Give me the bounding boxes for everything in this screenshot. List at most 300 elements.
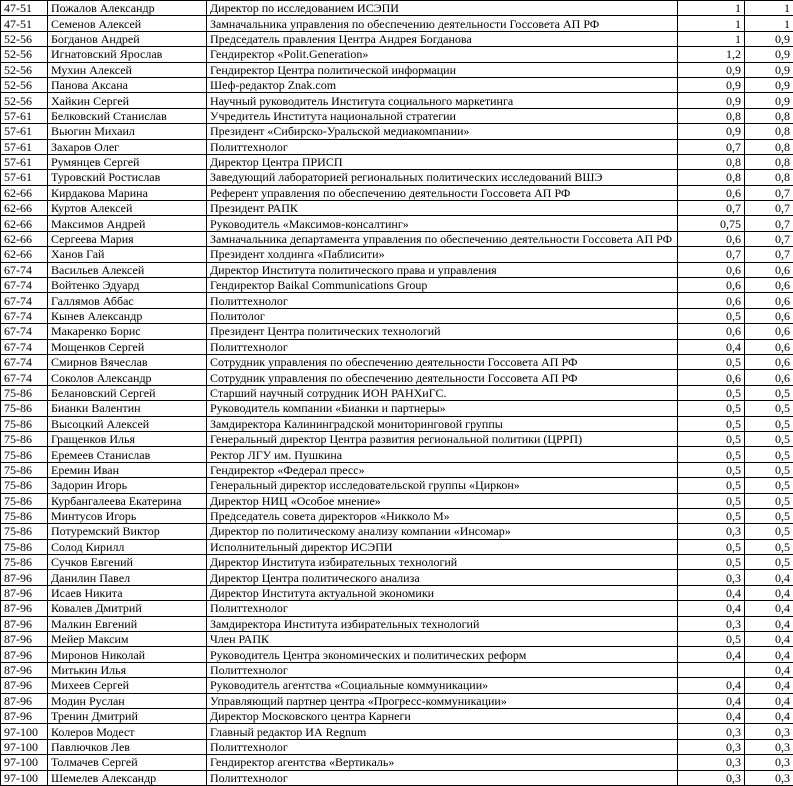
name-cell: Гращенков Илья [48, 431, 207, 446]
name-cell: Кынев Александр [48, 308, 207, 323]
rank-cell: 87-96 [1, 632, 48, 647]
score-previous-cell: 0,4 [678, 708, 745, 723]
name-cell: Галлямов Аббас [48, 293, 207, 308]
rank-cell: 87-96 [1, 647, 48, 662]
table-row [1, 493, 793, 508]
rank-cell: 47-51 [1, 1, 48, 16]
score-current-cell: 0,8 [745, 108, 793, 123]
rank-cell: 62-66 [1, 201, 48, 216]
role-cell: Политтехнолог [207, 601, 678, 616]
role-cell: Исполнительный директор ИСЭПИ [207, 539, 678, 554]
table-row [1, 662, 793, 677]
table-row [1, 370, 793, 385]
score-current-cell: 0,4 [745, 708, 793, 723]
name-cell: Потуремский Виктор [48, 524, 207, 539]
table-row [1, 77, 793, 92]
score-current-cell: 0,7 [745, 201, 793, 216]
score-previous-cell: 0,6 [678, 185, 745, 200]
score-previous-cell: 0,4 [678, 678, 745, 693]
rank-cell: 75-86 [1, 555, 48, 570]
score-current-cell: 0,5 [745, 385, 793, 400]
name-cell: Павлючков Лев [48, 739, 207, 754]
role-cell: Директор Института актуальной экономики [207, 585, 678, 600]
score-previous-cell: 0,3 [678, 524, 745, 539]
score-current-cell: 0,5 [745, 524, 793, 539]
rank-cell: 57-61 [1, 170, 48, 185]
rank-cell: 67-74 [1, 370, 48, 385]
score-current-cell: 0,7 [745, 185, 793, 200]
score-previous-cell: 0,4 [678, 585, 745, 600]
table-row [1, 585, 793, 600]
score-previous-cell: 0,7 [678, 247, 745, 262]
score-previous-cell: 0,6 [678, 293, 745, 308]
score-previous-cell: 0,5 [678, 478, 745, 493]
rank-cell: 75-86 [1, 524, 48, 539]
score-current-cell: 0,6 [745, 354, 793, 369]
score-current-cell: 0,4 [745, 647, 793, 662]
name-cell: Богданов Андрей [48, 31, 207, 46]
rank-cell: 57-61 [1, 139, 48, 154]
name-cell: Мейер Максим [48, 632, 207, 647]
role-cell: Директор Института избирательных технологий [207, 555, 678, 570]
score-current-cell: 0,4 [745, 601, 793, 616]
rank-cell: 67-74 [1, 262, 48, 277]
table-row [1, 185, 793, 200]
score-current-cell: 1 [745, 1, 793, 16]
score-current-cell: 0,3 [745, 739, 793, 754]
name-cell: Захаров Олег [48, 139, 207, 154]
table-row [1, 16, 793, 31]
score-current-cell: 0,4 [745, 678, 793, 693]
score-current-cell: 0,5 [745, 539, 793, 554]
score-current-cell: 0,3 [745, 755, 793, 770]
score-current-cell: 0,6 [745, 293, 793, 308]
rank-cell: 52-56 [1, 47, 48, 62]
score-previous-cell: 0,8 [678, 170, 745, 185]
role-cell: Политолог [207, 308, 678, 323]
table-row [1, 47, 793, 62]
score-previous-cell: 0,6 [678, 278, 745, 293]
table-row [1, 31, 793, 46]
table-row [1, 247, 793, 262]
rank-cell: 75-86 [1, 416, 48, 431]
score-previous-cell: 0,5 [678, 416, 745, 431]
name-cell: Белковский Станислав [48, 108, 207, 123]
score-previous-cell: 0,5 [678, 555, 745, 570]
rank-cell: 67-74 [1, 278, 48, 293]
table-row [1, 739, 793, 754]
name-cell: Данилин Павел [48, 570, 207, 585]
score-current-cell: 0,7 [745, 231, 793, 246]
name-cell: Туровский Ростислав [48, 170, 207, 185]
name-cell: Куртов Алексей [48, 201, 207, 216]
role-cell: Сотрудник управления по обеспечению деятельности Госсовета АП РФ [207, 370, 678, 385]
role-cell: Старший научный сотрудник ИОН РАНХиГС. [207, 385, 678, 400]
name-cell: Семенов Алексей [48, 16, 207, 31]
role-cell: Политтехнолог [207, 139, 678, 154]
score-previous-cell: 1 [678, 1, 745, 16]
role-cell: Гендиректор «Федерал пресс» [207, 462, 678, 477]
score-previous-cell: 0,5 [678, 354, 745, 369]
table-row [1, 416, 793, 431]
role-cell: Руководитель Центра экономических и политических реформ [207, 647, 678, 662]
rank-cell: 67-74 [1, 354, 48, 369]
role-cell: Директор по политическому анализу компании «Инсомар» [207, 524, 678, 539]
table-row [1, 647, 793, 662]
table-row [1, 93, 793, 108]
role-cell: Директор Института политического права и управления [207, 262, 678, 277]
rank-cell: 97-100 [1, 724, 48, 739]
score-current-cell: 0,8 [745, 154, 793, 169]
score-previous-cell [678, 662, 745, 677]
score-current-cell: 0,5 [745, 447, 793, 462]
name-cell: Митькин Илья [48, 662, 207, 677]
score-previous-cell: 0,7 [678, 201, 745, 216]
name-cell: Шемелев Александр [48, 770, 207, 785]
name-cell: Тренин Дмитрий [48, 708, 207, 723]
role-cell: Директор Центра ПРИСП [207, 154, 678, 169]
score-previous-cell: 0,5 [678, 462, 745, 477]
rank-cell: 97-100 [1, 739, 48, 754]
score-current-cell: 0,9 [745, 93, 793, 108]
score-previous-cell: 1 [678, 16, 745, 31]
score-current-cell: 0,4 [745, 570, 793, 585]
name-cell: Сучков Евгений [48, 555, 207, 570]
rank-cell: 62-66 [1, 247, 48, 262]
rank-cell: 67-74 [1, 293, 48, 308]
rank-cell: 87-96 [1, 693, 48, 708]
name-cell: Малкин Евгений [48, 616, 207, 631]
role-cell: Главный редактор ИА Regnum [207, 724, 678, 739]
table-row [1, 1, 793, 16]
rank-cell: 75-86 [1, 508, 48, 523]
role-cell: Политтехнолог [207, 293, 678, 308]
table-row [1, 231, 793, 246]
score-previous-cell: 0,5 [678, 401, 745, 416]
score-current-cell: 0,7 [745, 247, 793, 262]
rank-cell: 62-66 [1, 185, 48, 200]
score-current-cell: 1 [745, 16, 793, 31]
rank-cell: 75-86 [1, 431, 48, 446]
table-row [1, 154, 793, 169]
name-cell: Минтусов Игорь [48, 508, 207, 523]
score-previous-cell: 0,4 [678, 647, 745, 662]
rank-cell: 87-96 [1, 570, 48, 585]
role-cell: Сотрудник управления по обеспечению деятельности Госсовета АП РФ [207, 354, 678, 369]
table-row [1, 401, 793, 416]
role-cell: Учредитель Института национальной стратегии [207, 108, 678, 123]
table-row [1, 216, 793, 231]
table-row [1, 755, 793, 770]
name-cell: Белановский Сергей [48, 385, 207, 400]
score-previous-cell: 0,9 [678, 62, 745, 77]
name-cell: Еремеев Станислав [48, 447, 207, 462]
name-cell: Сергеева Мария [48, 231, 207, 246]
role-cell: Председатель совета директоров «Никколо М» [207, 508, 678, 523]
rank-cell: 57-61 [1, 154, 48, 169]
score-previous-cell: 0,5 [678, 632, 745, 647]
role-cell: Управляющий партнер центра «Прогресс-коммуникации» [207, 693, 678, 708]
score-previous-cell: 0,3 [678, 755, 745, 770]
table-row [1, 708, 793, 723]
table-row [1, 570, 793, 585]
score-previous-cell: 0,75 [678, 216, 745, 231]
table-row [1, 508, 793, 523]
score-previous-cell: 0,5 [678, 431, 745, 446]
rank-cell: 67-74 [1, 308, 48, 323]
role-cell: Политтехнолог [207, 770, 678, 785]
score-current-cell: 0,6 [745, 324, 793, 339]
rank-cell: 67-74 [1, 339, 48, 354]
role-cell: Политтехнолог [207, 339, 678, 354]
rank-cell: 62-66 [1, 216, 48, 231]
name-cell: Соколов Александр [48, 370, 207, 385]
role-cell: Замначальника управления по обеспечению деятельности Госсовета АП РФ [207, 16, 678, 31]
score-previous-cell: 0,6 [678, 262, 745, 277]
rank-cell: 97-100 [1, 755, 48, 770]
rank-cell: 62-66 [1, 231, 48, 246]
role-cell: Гендиректор агентства «Вертикаль» [207, 755, 678, 770]
table-row [1, 447, 793, 462]
role-cell: Руководитель «Максимов-консалтинг» [207, 216, 678, 231]
rank-cell: 47-51 [1, 16, 48, 31]
table-row [1, 201, 793, 216]
role-cell: Директор НИЦ «Особое мнение» [207, 493, 678, 508]
score-current-cell: 0,4 [745, 693, 793, 708]
name-cell: Толмачев Сергей [48, 755, 207, 770]
table-row [1, 478, 793, 493]
role-cell: Гендиректор «Polit.Generation» [207, 47, 678, 62]
score-current-cell: 0,5 [745, 493, 793, 508]
score-previous-cell: 1,2 [678, 47, 745, 62]
table-row [1, 616, 793, 631]
name-cell: Игнатовский Ярослав [48, 47, 207, 62]
table-row [1, 693, 793, 708]
name-cell: Хайкин Сергей [48, 93, 207, 108]
role-cell: Гендиректор Baikal Communications Group [207, 278, 678, 293]
name-cell: Высоцкий Алексей [48, 416, 207, 431]
table-row [1, 601, 793, 616]
rank-cell: 52-56 [1, 31, 48, 46]
score-previous-cell: 0,9 [678, 93, 745, 108]
rank-cell: 75-86 [1, 478, 48, 493]
role-cell: Референт управления по обеспечению деятельности Госсовета АП РФ [207, 185, 678, 200]
table-row [1, 632, 793, 647]
score-previous-cell: 0,7 [678, 139, 745, 154]
table-row [1, 108, 793, 123]
score-previous-cell: 0,6 [678, 324, 745, 339]
role-cell: Генеральный директор исследовательской группы «Циркон» [207, 478, 678, 493]
rank-cell: 75-86 [1, 493, 48, 508]
table-row [1, 431, 793, 446]
score-current-cell: 0,3 [745, 770, 793, 785]
score-previous-cell: 0,3 [678, 570, 745, 585]
score-current-cell: 0,4 [745, 662, 793, 677]
role-cell: Президент РАПК [207, 201, 678, 216]
table-row [1, 524, 793, 539]
score-current-cell: 0,8 [745, 170, 793, 185]
table-row [1, 555, 793, 570]
role-cell: Научный руководитель Института социального маркетинга [207, 93, 678, 108]
table-row [1, 278, 793, 293]
rank-cell: 87-96 [1, 662, 48, 677]
score-current-cell: 0,6 [745, 339, 793, 354]
name-cell: Задорин Игорь [48, 478, 207, 493]
name-cell: Еремин Иван [48, 462, 207, 477]
table-row [1, 339, 793, 354]
name-cell: Исаев Никита [48, 585, 207, 600]
rank-cell: 87-96 [1, 601, 48, 616]
role-cell: Директор Московского центра Карнеги [207, 708, 678, 723]
role-cell: Замначальника департамента управления по обеспечению деятельности Госсовета АП РФ [207, 231, 678, 246]
role-cell: Директор Центра политического анализа [207, 570, 678, 585]
role-cell: Член РАПК [207, 632, 678, 647]
rank-cell: 87-96 [1, 616, 48, 631]
rank-cell: 87-96 [1, 708, 48, 723]
score-previous-cell: 0,6 [678, 370, 745, 385]
score-current-cell: 0,9 [745, 77, 793, 92]
name-cell: Колеров Модест [48, 724, 207, 739]
score-current-cell: 0,6 [745, 308, 793, 323]
rank-cell: 67-74 [1, 324, 48, 339]
score-previous-cell: 0,3 [678, 616, 745, 631]
score-current-cell: 0,5 [745, 508, 793, 523]
name-cell: Солод Кирилл [48, 539, 207, 554]
role-cell: Директор по исследованием ИСЭПИ [207, 1, 678, 16]
table-row [1, 539, 793, 554]
score-previous-cell: 0,8 [678, 108, 745, 123]
role-cell: Генеральный директор Центра развития региональной политики (ЦРРП) [207, 431, 678, 446]
rank-cell: 75-86 [1, 539, 48, 554]
name-cell: Мощенков Сергей [48, 339, 207, 354]
table-row [1, 324, 793, 339]
score-previous-cell: 0,8 [678, 154, 745, 169]
role-cell: Политтехнолог [207, 739, 678, 754]
rank-cell: 97-100 [1, 770, 48, 785]
score-previous-cell: 0,3 [678, 770, 745, 785]
score-current-cell: 0,4 [745, 616, 793, 631]
table-row [1, 124, 793, 139]
score-current-cell: 0,6 [745, 278, 793, 293]
table-row [1, 170, 793, 185]
score-current-cell: 0,8 [745, 139, 793, 154]
score-current-cell: 0,6 [745, 262, 793, 277]
score-current-cell: 0,8 [745, 124, 793, 139]
role-cell: Политтехнолог [207, 662, 678, 677]
table-row [1, 308, 793, 323]
name-cell: Макаренко Борис [48, 324, 207, 339]
score-previous-cell: 0,5 [678, 308, 745, 323]
rank-cell: 87-96 [1, 585, 48, 600]
name-cell: Модин Руслан [48, 693, 207, 708]
rank-cell: 75-86 [1, 385, 48, 400]
table-row [1, 62, 793, 77]
score-previous-cell: 0,3 [678, 739, 745, 754]
name-cell: Пожалов Александр [48, 1, 207, 16]
score-previous-cell: 0,5 [678, 447, 745, 462]
score-current-cell: 0,5 [745, 555, 793, 570]
rank-cell: 57-61 [1, 108, 48, 123]
name-cell: Панова Аксана [48, 77, 207, 92]
score-current-cell: 0,9 [745, 31, 793, 46]
rank-cell: 52-56 [1, 77, 48, 92]
table-row [1, 262, 793, 277]
role-cell: Заведующий лабораторией региональных политических исследований ВШЭ [207, 170, 678, 185]
score-previous-cell: 0,4 [678, 693, 745, 708]
table-row [1, 770, 793, 785]
score-current-cell: 0,7 [745, 216, 793, 231]
table-row [1, 462, 793, 477]
name-cell: Бианки Валентин [48, 401, 207, 416]
score-current-cell: 0,5 [745, 478, 793, 493]
score-current-cell: 0,5 [745, 416, 793, 431]
table-row [1, 385, 793, 400]
name-cell: Войтенко Эдуард [48, 278, 207, 293]
score-previous-cell: 0,9 [678, 77, 745, 92]
rank-cell: 75-86 [1, 401, 48, 416]
score-previous-cell: 0,5 [678, 539, 745, 554]
score-previous-cell: 0,5 [678, 493, 745, 508]
score-current-cell: 0,3 [745, 724, 793, 739]
score-previous-cell: 0,5 [678, 385, 745, 400]
role-cell: Шеф-редактор Znak.com [207, 77, 678, 92]
name-cell: Вьюгин Михаил [48, 124, 207, 139]
name-cell: Кирдакова Марина [48, 185, 207, 200]
score-previous-cell: 1 [678, 31, 745, 46]
table-row [1, 354, 793, 369]
score-previous-cell: 0,3 [678, 724, 745, 739]
rank-cell: 52-56 [1, 62, 48, 77]
name-cell: Ковалев Дмитрий [48, 601, 207, 616]
role-cell: Ректор ЛГУ им. Пушкина [207, 447, 678, 462]
role-cell: Руководитель агентства «Социальные коммуникации» [207, 678, 678, 693]
role-cell: Президент Центра политических технологий [207, 324, 678, 339]
ranking-table-body [1, 1, 793, 786]
rank-cell: 87-96 [1, 678, 48, 693]
score-current-cell: 0,4 [745, 632, 793, 647]
role-cell: Президент холдинга «Паблисити» [207, 247, 678, 262]
score-current-cell: 0,9 [745, 47, 793, 62]
name-cell: Курбангалеева Екатерина [48, 493, 207, 508]
name-cell: Васильев Алексей [48, 262, 207, 277]
table-row [1, 724, 793, 739]
table-row [1, 678, 793, 693]
role-cell: Руководитель компании «Бианки и партнеры» [207, 401, 678, 416]
table-row [1, 139, 793, 154]
role-cell: Председатель правления Центра Андрея Богданова [207, 31, 678, 46]
score-current-cell: 0,4 [745, 585, 793, 600]
name-cell: Максимов Андрей [48, 216, 207, 231]
score-previous-cell: 0,9 [678, 124, 745, 139]
score-current-cell: 0,5 [745, 401, 793, 416]
name-cell: Мухин Алексей [48, 62, 207, 77]
role-cell: Замдиректора Калининградской мониторинговой группы [207, 416, 678, 431]
table-row [1, 293, 793, 308]
score-previous-cell: 0,4 [678, 601, 745, 616]
score-current-cell: 0,6 [745, 370, 793, 385]
role-cell: Президент «Сибирско-Уральской медиакомпании» [207, 124, 678, 139]
name-cell: Миронов Николай [48, 647, 207, 662]
rank-cell: 52-56 [1, 93, 48, 108]
rank-cell: 75-86 [1, 447, 48, 462]
score-previous-cell: 0,4 [678, 339, 745, 354]
name-cell: Ханов Гай [48, 247, 207, 262]
score-previous-cell: 0,6 [678, 231, 745, 246]
rank-cell: 75-86 [1, 462, 48, 477]
score-current-cell: 0,5 [745, 462, 793, 477]
score-previous-cell: 0,5 [678, 508, 745, 523]
score-current-cell: 0,5 [745, 431, 793, 446]
